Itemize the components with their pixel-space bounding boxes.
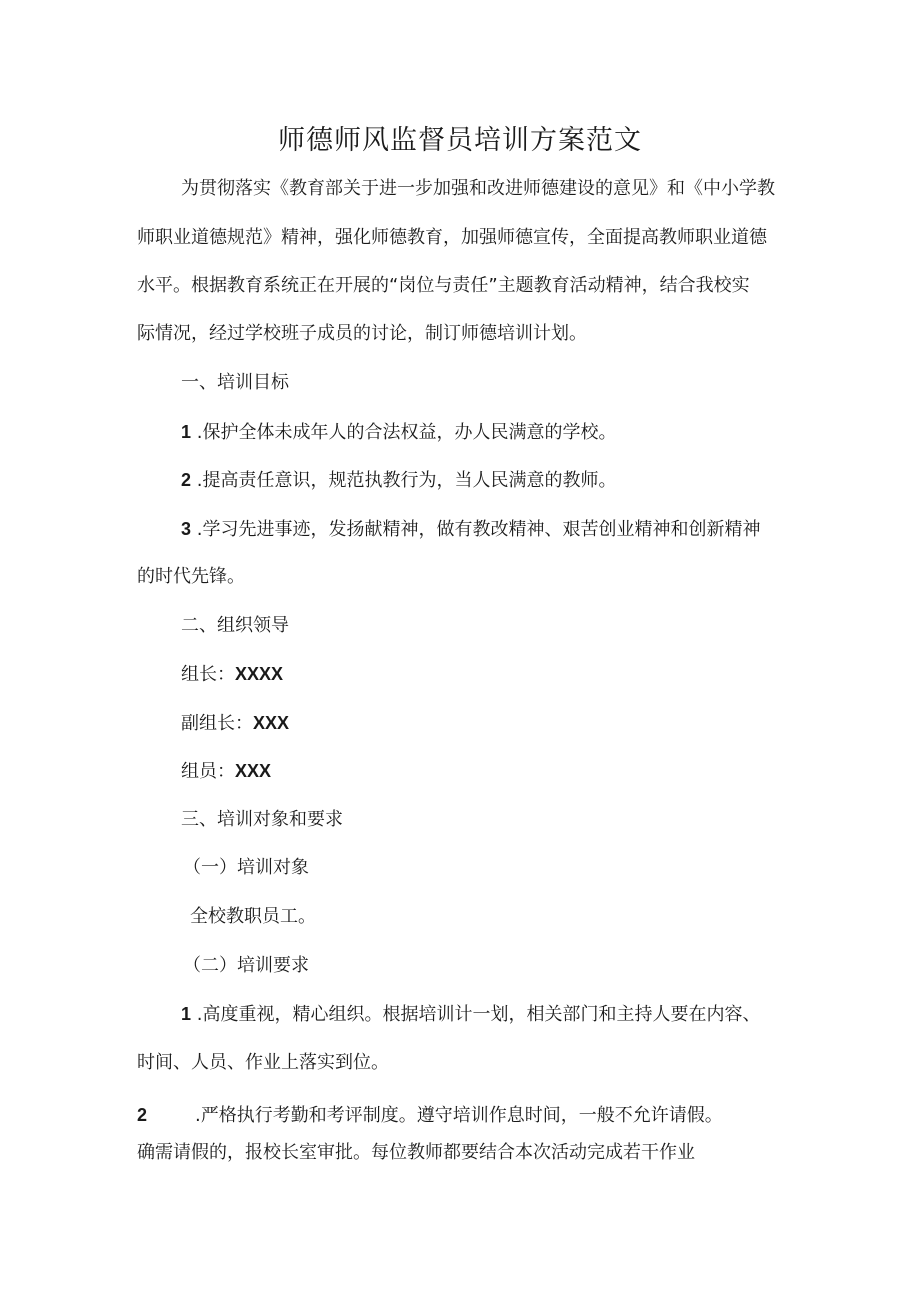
section3-item-1 <box>181 1002 760 1027</box>
item-text: .严格执行考勤和考评制度。遵守培训作息时间，一般不允许请假。 <box>195 1105 723 1126</box>
section3-item-2-cont: 确需请假的，报校长室审批。每位教师都要结合本次活动完成若干作业 <box>137 1142 695 1163</box>
section1-item-2 <box>181 468 616 493</box>
item-number: 1 <box>181 422 192 442</box>
item-number: 2 <box>137 1105 148 1125</box>
intro-line-2: 师职业道德规范》精神，强化师德教育，加强师德宣传，全面提高教师职业道德 <box>137 227 767 248</box>
section3-item-2 <box>137 1103 723 1128</box>
section1-item-1 <box>181 420 616 445</box>
member-label: 组员： <box>181 761 235 782</box>
leader-value: XXXX <box>235 664 284 684</box>
intro-line-3: 水平。根据教育系统正在开展的“岗位与责任”主题教育活动精神，结合我校实 <box>137 275 750 296</box>
sub2-heading: （二）培训要求 <box>183 955 309 976</box>
section3-item-1-cont: 时间、人员、作业上落实到位。 <box>137 1052 389 1073</box>
item-text: .提高责任意识，规范执教行为，当人民满意的教师。 <box>196 470 617 491</box>
item-number: 1 <box>181 1004 192 1024</box>
section3-heading: 三、培训对象和要求 <box>181 809 343 830</box>
item-text: .学习先进事迹，发扬献精神，做有教改精神、艰苦创业精神和创新精神 <box>196 519 761 540</box>
item-number: 3 <box>181 519 192 539</box>
sub1-heading: （一）培训对象 <box>183 857 309 878</box>
intro-line-4: 际情况，经过学校班子成员的讨论，制订师德培训计划。 <box>137 323 587 344</box>
section2-heading: 二、组织领导 <box>181 615 289 636</box>
deputy-line <box>181 711 289 736</box>
section1-item-3 <box>181 517 760 542</box>
deputy-value: XXX <box>253 713 290 733</box>
document-title: 师德师风监督员培训方案范文 <box>278 125 642 156</box>
leader-label: 组长： <box>181 664 235 685</box>
member-line <box>181 759 271 784</box>
section1-heading: 一、培训目标 <box>181 372 289 393</box>
deputy-label: 副组长： <box>181 713 253 734</box>
sub1-text: 全校教职员工。 <box>190 906 316 927</box>
leader-line <box>181 662 283 687</box>
item-text: .高度重视，精心组织。根据培训计一划，相关部门和主持人要在内容、 <box>196 1004 761 1025</box>
intro-line-1: 为贯彻落实《教育部关于进一步加强和改进师德建设的意见》和《中小学教 <box>181 178 775 199</box>
item-text: .保护全体未成年人的合法权益，办人民满意的学校。 <box>196 422 617 443</box>
member-value: XXX <box>235 761 272 781</box>
section1-item-3-cont: 的时代先锋。 <box>137 566 245 587</box>
item-number: 2 <box>181 470 192 490</box>
